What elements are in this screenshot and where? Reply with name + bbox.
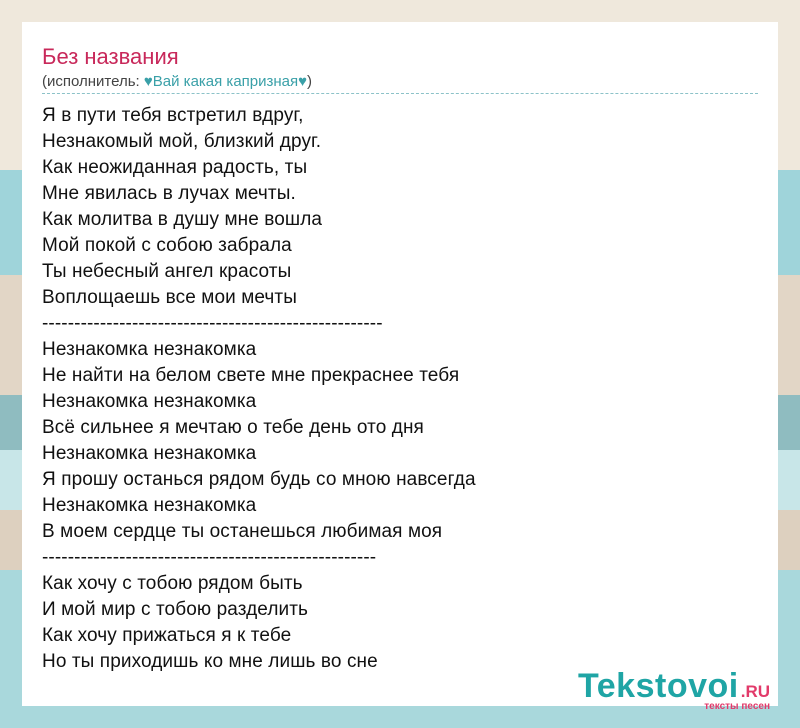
artist-link[interactable]: ♥Вай какая капризная♥ — [143, 73, 308, 90]
lyric-line: Ты небесный ангел красоты — [42, 261, 292, 282]
lyric-line: Как хочу прижаться я к тебе — [42, 625, 292, 646]
lyric-line: Не найти на белом свете мне прекраснее тебя — [42, 365, 460, 386]
lyric-line: В моем сердце ты останешься любимая моя — [42, 521, 443, 542]
lyric-line: Незнакомка незнакомка — [42, 391, 257, 412]
logo-name: Tekstovoi — [578, 667, 739, 705]
lyric-line: Незнакомый мой, близкий друг. — [42, 131, 322, 152]
lyric-line: Незнакомка незнакомка — [42, 495, 257, 516]
artist-prefix: (исполнитель: — [42, 73, 144, 90]
artist-line — [42, 73, 312, 91]
lyric-line: Мой покой с собою забрала — [42, 235, 292, 256]
lyric-line: Воплощаешь все мои мечты — [42, 287, 297, 308]
lyric-line: Как неожиданная радость, ты — [42, 157, 308, 178]
title-divider — [42, 93, 758, 94]
lyric-line: Незнакомка незнакомка — [42, 443, 257, 464]
lyric-line: Как молитва в душу мне вошла — [42, 209, 323, 230]
logo-tld: .RU — [740, 682, 770, 701]
lyrics-card — [22, 22, 778, 706]
lyric-separator: ---------------------------------------------------- — [42, 547, 377, 568]
lyric-line: Всё сильнее я мечтаю о тебе день ото дня — [42, 417, 424, 438]
lyric-line: Мне явилась в лучах мечты. — [42, 183, 296, 204]
song-title: Без названия — [42, 44, 179, 69]
artist-suffix: ) — [307, 73, 313, 90]
lyric-line: Я в пути тебя встретил вдруг, — [42, 105, 304, 126]
lyric-line: Как хочу с тобою рядом быть — [42, 573, 303, 594]
lyric-separator: ----------------------------------------------------- — [42, 313, 383, 334]
lyric-line: И мой мир с тобою разделить — [42, 599, 309, 620]
lyric-line: Незнакомка незнакомка — [42, 339, 257, 360]
lyric-line: Я прошу останься рядом будь со мною навсегда — [42, 469, 476, 490]
lyric-line: Но ты приходишь ко мне лишь во сне — [42, 651, 378, 672]
lyrics-text — [42, 103, 758, 675]
logo-tagline: тексты песен — [704, 701, 770, 712]
site-logo[interactable] — [578, 667, 770, 712]
